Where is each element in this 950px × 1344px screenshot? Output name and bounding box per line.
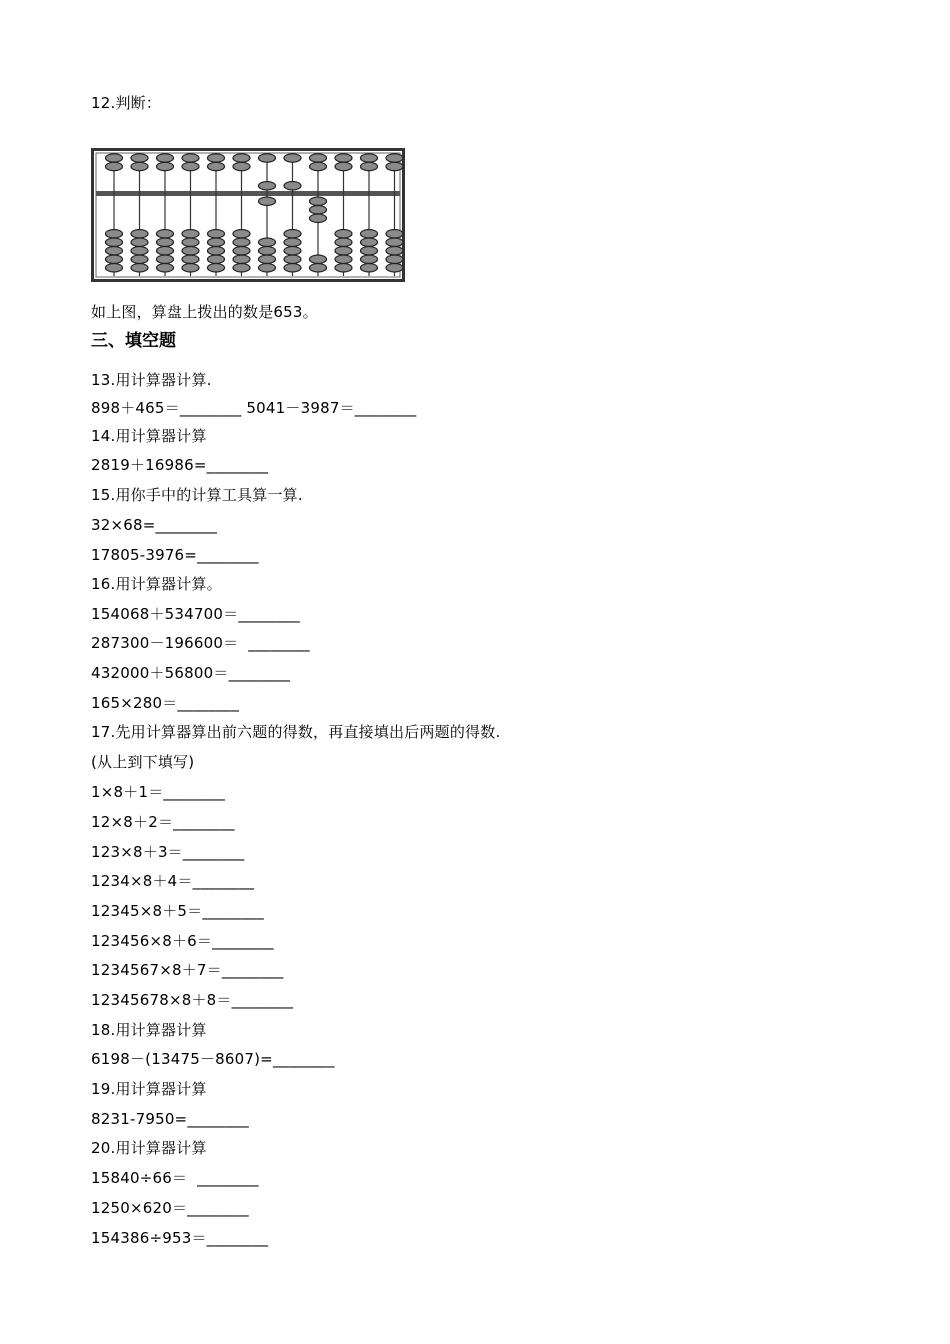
abacus-lower-bead [233,247,250,256]
abacus-lower-bead [259,247,276,256]
abacus-upper-bead [157,162,174,171]
abacus-lower-bead [208,230,225,239]
abacus-lower-bead [208,264,225,273]
abacus-upper-bead [106,162,123,171]
abacus-lower-bead [208,238,225,247]
abacus-lower-bead [259,197,276,206]
abacus-lower-bead [131,255,148,264]
abacus-lower-bead [131,247,148,256]
abacus-lower-bead [106,255,123,264]
abacus-lower-bead [157,238,174,247]
line-q17-note: (从上到下填写) [91,753,195,771]
abacus-lower-bead [131,230,148,239]
abacus-lower-bead [284,238,301,247]
abacus-lower-bead [335,264,352,273]
abacus-upper-bead [157,154,174,163]
abacus-lower-bead [157,230,174,239]
line-q20-title: 20.用计算器计算 [91,1139,207,1157]
abacus-lower-bead [106,238,123,247]
abacus-lower-bead [386,255,403,264]
abacus-lower-bead [284,264,301,273]
abacus-upper-bead [182,154,199,163]
line-q13-title: 13.用计算器计算. [91,371,212,389]
abacus-lower-bead [182,247,199,256]
line-q20-exercise-2: 1250×620＝________ [91,1199,249,1217]
abacus-lower-bead [386,247,403,256]
question-12-title: 12.判断： [91,94,162,112]
line-q17-exercise-1: 1×8＋1＝________ [91,783,225,801]
line-q17-exercise-5: 12345×8＋5＝________ [91,902,264,920]
abacus-lower-bead [361,230,378,239]
abacus-lower-bead [259,255,276,264]
line-q17-exercise-4: 1234×8＋4＝________ [91,872,255,890]
abacus-lower-bead [182,255,199,264]
line-q17-exercise-2: 12×8＋2＝________ [91,813,235,831]
abacus-lower-bead [284,255,301,264]
line-q16-exercise-3: 432000＋56800＝________ [91,664,291,682]
abacus-lower-bead [361,238,378,247]
abacus-upper-bead [182,162,199,171]
abacus-lower-bead [284,230,301,239]
abacus-lower-bead [335,238,352,247]
abacus-lower-bead [233,230,250,239]
abacus-lower-bead [106,264,123,273]
abacus-lower-bead [208,247,225,256]
section-heading: 三、填空题 [91,331,176,351]
line-q14-exercise: 2819＋16986=________ [91,456,269,474]
line-q16-exercise-2: 287300－196600＝ ________ [91,634,310,652]
abacus-lower-bead [131,238,148,247]
abacus-upper-bead [208,162,225,171]
abacus-upper-bead [386,162,403,171]
line-q13-exercise: 898＋465＝________ 5041－3987＝________ [91,399,417,417]
abacus-lower-bead [157,255,174,264]
line-q16-title: 16.用计算器计算。 [91,575,222,593]
line-q17-exercise-8: 12345678×8＋8＝________ [91,991,294,1009]
abacus-upper-bead [310,154,327,163]
abacus-lower-bead [386,230,403,239]
line-q16-exercise-1: 154068＋534700＝________ [91,605,300,623]
abacus-upper-bead [259,154,276,163]
abacus-lower-bead [361,264,378,273]
line-q17-title: 17.先用计算器算出前六题的得数，再直接填出后两题的得数. [91,723,501,741]
abacus-lower-bead [386,264,403,273]
abacus-upper-bead [131,162,148,171]
abacus-lower-bead [310,197,327,206]
line-q17-exercise-6: 123456×8＋6＝________ [91,932,274,950]
abacus-upper-bead [284,182,301,191]
line-q16-exercise-4: 165×280＝________ [91,694,240,712]
abacus-upper-bead [361,162,378,171]
abacus-lower-bead [157,247,174,256]
abacus-lower-bead [284,247,301,256]
abacus-upper-bead [284,154,301,163]
abacus-lower-bead [335,247,352,256]
abacus-lower-bead [361,255,378,264]
line-q17-exercise-7: 1234567×8＋7＝________ [91,961,284,979]
abacus-lower-bead [259,264,276,273]
abacus-lower-bead [310,206,327,215]
line-q15-exercise-2: 17805-3976=________ [91,546,259,564]
abacus-upper-bead [106,154,123,163]
abacus-lower-bead [361,247,378,256]
abacus-lower-bead [259,238,276,247]
abacus-lower-bead [157,264,174,273]
abacus-lower-bead [335,230,352,239]
abacus-upper-bead [335,162,352,171]
abacus-lower-bead [106,230,123,239]
abacus-lower-bead [310,264,327,273]
line-q14-title: 14.用计算器计算 [91,427,207,445]
abacus-upper-bead [310,162,327,171]
line-q17-exercise-3: 123×8＋3＝________ [91,843,245,861]
abacus-upper-bead [131,154,148,163]
abacus-lower-bead [182,230,199,239]
line-q18-title: 18.用计算器计算 [91,1021,207,1039]
abacus-lower-bead [106,247,123,256]
line-q15-title: 15.用你手中的计算工具算一算. [91,486,303,504]
abacus-upper-bead [208,154,225,163]
abacus-lower-bead [233,255,250,264]
abacus-lower-bead [233,238,250,247]
line-q19-title: 19.用计算器计算 [91,1080,207,1098]
line-q20-exercise-1: 15840÷66＝ ________ [91,1169,259,1187]
abacus-upper-bead [233,154,250,163]
abacus-lower-bead [233,264,250,273]
abacus-lower-bead [208,255,225,264]
line-q15-exercise-1: 32×68=________ [91,516,218,534]
abacus-lower-bead [131,264,148,273]
abacus-lower-bead [386,238,403,247]
abacus-upper-bead [361,154,378,163]
abacus-lower-bead [335,255,352,264]
abacus-lower-bead [310,255,327,264]
abacus-lower-bead [182,264,199,273]
abacus-upper-bead [335,154,352,163]
abacus-upper-bead [386,154,403,163]
question-12-statement: 如上图，算盘上拨出的数是653。 [91,303,318,321]
abacus-upper-bead [259,182,276,191]
line-q18-exercise: 6198－(13475－8607)=________ [91,1050,335,1068]
abacus-upper-bead [233,162,250,171]
abacus-image [91,148,405,282]
line-q19-exercise: 8231-7950=________ [91,1110,249,1128]
line-q20-exercise-3: 154386÷953＝________ [91,1229,269,1247]
abacus-lower-bead [310,214,327,223]
abacus-lower-bead [182,238,199,247]
